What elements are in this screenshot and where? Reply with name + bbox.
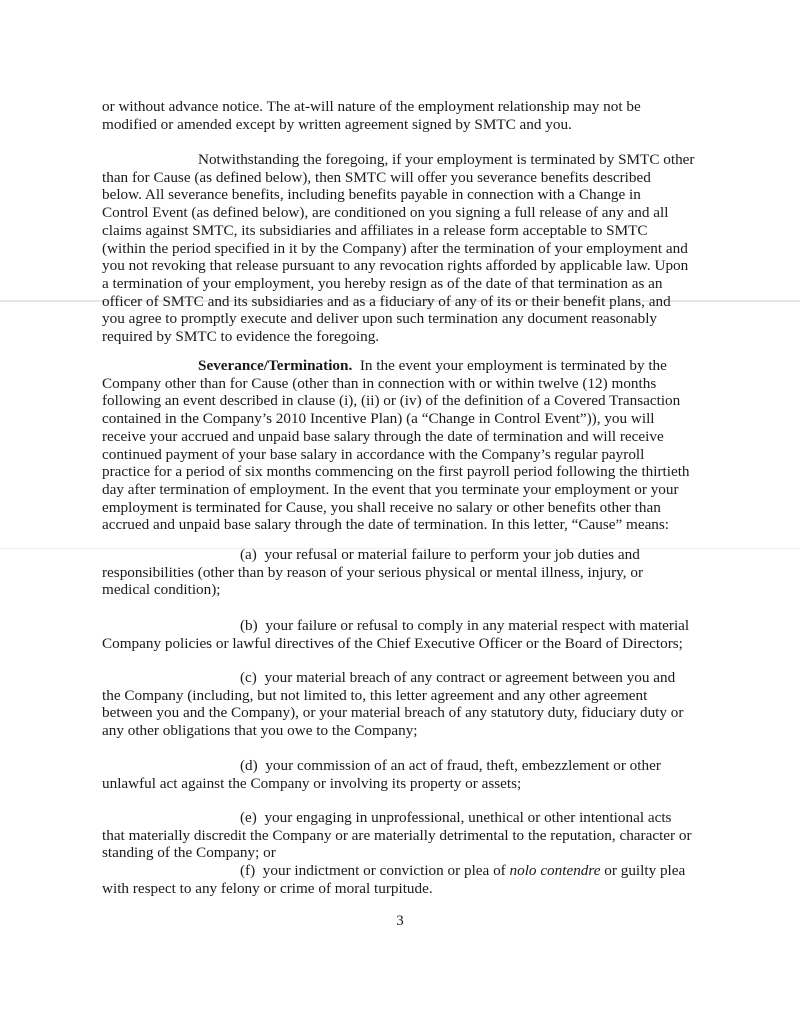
text-fragment: your refusal or material failure to perform your job duties and [264, 546, 640, 563]
paragraph-notwithstanding [102, 151, 702, 346]
text-line: Company policies or lawful directives of the Chief Executive Officer or the Board of Directors; [102, 634, 683, 652]
text-line: than for Cause (as defined below), then SMTC will offer you severance benefits described [102, 168, 651, 186]
text-fragment: your material breach of any contract or agreement between you and [264, 669, 676, 686]
text-line: continued payment of your base salary in accordance with the Company’s regular payroll [102, 445, 645, 463]
text-line [102, 862, 702, 880]
text-line: Notwithstanding the foregoing, if your employment is terminated by SMTC other [198, 151, 695, 168]
text-line: you not revoking that release pursuant to any revocation rights afforded by applicable law. Upon [102, 257, 689, 275]
text-line: claims against SMTC, its subsidiaries and affiliates in a release form acceptable to SMTC [102, 221, 648, 239]
text-line: practice for a period of six months commencing on the first payroll period following the thirtieth [102, 463, 690, 481]
clause-c [102, 669, 702, 740]
clause-e [102, 809, 702, 862]
text-line: Control Event (as defined below), are conditioned on you signing a full release of any and all [102, 204, 669, 222]
text-line: between you and the Company), or your material breach of any statutory duty, fiduciary duty or [102, 704, 684, 722]
text-line: modified or amended except by written agreement signed by SMTC and you. [102, 115, 572, 133]
text-fragment: your commission of an act of fraud, theft, embezzlement or other [265, 757, 661, 774]
text-line: officer of SMTC and its subsidiaries and as a fiduciary of any of its or their benefit plans, and [102, 292, 671, 310]
text-fragment: your indictment or conviction or plea of [262, 862, 510, 879]
text-line: day after termination of employment. In the event that you terminate your employment or your [102, 480, 679, 498]
clause-label: (d) [240, 757, 258, 774]
clause-label: (a) [240, 546, 257, 563]
text-line [102, 357, 702, 375]
text-line [102, 617, 702, 635]
text-line [102, 546, 702, 564]
text-line: Company other than for Cause (other than in connection with or within twelve (12) months [102, 374, 657, 392]
text-fragment: In the event your employment is terminated by the [352, 357, 667, 374]
text-line: contained in the Company’s 2010 Incentive Plan) (a “Change in Control Event”)), you will [102, 410, 655, 428]
clause-label: (b) [240, 617, 258, 634]
section-heading: Severance/Termination. [198, 357, 353, 374]
text-line: required by SMTC to evidence the foregoing. [102, 328, 380, 346]
clause-b [102, 617, 702, 652]
text-line: unlawful act against the Company or involving its property or assets; [102, 774, 522, 792]
text-line: the Company (including, but not limited to, this letter agreement and any other agreement [102, 686, 648, 704]
clause-label: (f) [240, 862, 256, 879]
text-line: (within the period specified in it by the Company) after the termination of your employment and [102, 239, 688, 257]
clause-f [102, 862, 702, 897]
text-line: or without advance notice. The at-will nature of the employment relationship may not be [102, 98, 641, 115]
clause-a [102, 546, 702, 599]
text-line [102, 757, 702, 775]
paragraph-severance [102, 357, 702, 534]
text-line: a termination of your employment, you hereby resign as of the date of that termination as an [102, 274, 663, 292]
text-fragment: your engaging in unprofessional, unethical or other intentional acts [264, 809, 672, 826]
text-line: with respect to any felony or crime of moral turpitude. [102, 879, 433, 897]
text-line: below. All severance benefits, including benefits payable in connection with a Change in [102, 186, 641, 204]
clause-label: (c) [240, 669, 257, 686]
italic-term: nolo contendre [509, 862, 601, 879]
text-fragment: your failure or refusal to comply in any material respect with material [265, 617, 690, 634]
clause-d [102, 757, 702, 792]
text-line: any other obligations that you owe to the Company; [102, 722, 418, 740]
text-line [102, 669, 702, 687]
text-line: standing of the Company; or [102, 844, 276, 862]
text-line: that materially discredit the Company or are materially detrimental to the reputation, character or [102, 826, 692, 844]
text-line: following an event described in clause (i), (ii) or (iv) of the definition of a Covered Transaction [102, 392, 681, 410]
clause-label: (e) [240, 809, 257, 826]
paragraph-at-will [102, 98, 702, 133]
text-fragment: or guilty plea [600, 862, 686, 879]
page-number: 3 [396, 913, 404, 929]
text-line: responsibilities (other than by reason of your serious physical or mental illness, injury, or [102, 563, 644, 581]
text-line: you agree to promptly execute and deliver upon such termination any document reasonably [102, 310, 658, 328]
text-line: employment is terminated for Cause, you shall receive no salary or other benefits other than [102, 498, 661, 516]
text-line: receive your accrued and unpaid base salary through the date of termination and will receive [102, 427, 664, 445]
text-line: accrued and unpaid base salary through the date of termination. In this letter, “Cause” means: [102, 516, 670, 534]
text-line: medical condition); [102, 581, 221, 599]
text-line [102, 809, 702, 827]
